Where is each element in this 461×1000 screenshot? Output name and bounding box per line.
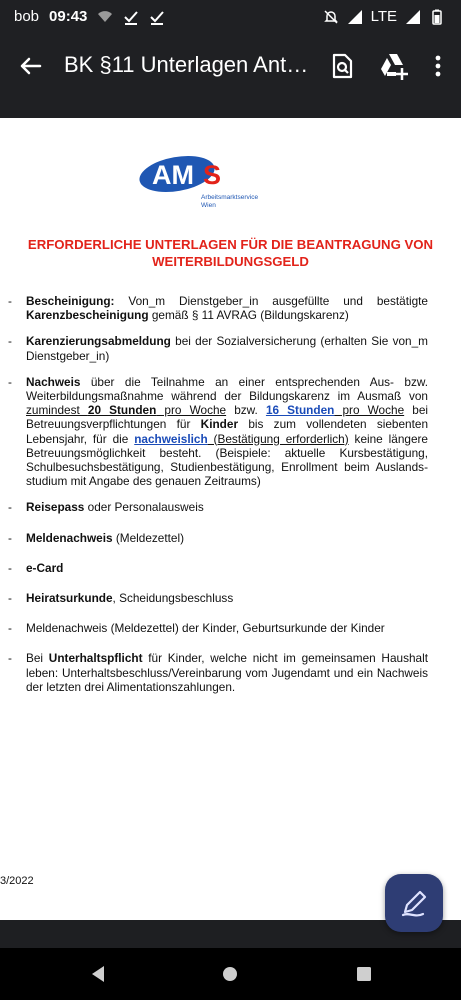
item-bold: Bescheinigung: <box>26 294 115 308</box>
item-underline: pro Woche <box>334 403 405 418</box>
list-item <box>8 651 428 694</box>
item-text: bis zum vollendeten siebenten Lebensjahr, für die <box>26 417 429 446</box>
check-download-icon <box>149 9 165 25</box>
item-bold: Reisepass <box>26 500 85 515</box>
logo-subtitle-1: Arbeitsmarktservice <box>201 194 259 201</box>
item-text: bei der Sozialversicherung (erhalten Sie von_m Dienstgeber_in) <box>26 334 428 363</box>
more-vert-icon[interactable] <box>426 50 450 82</box>
logo-am-text: AM <box>152 160 194 190</box>
wifi-off-icon <box>97 9 113 25</box>
edit-pen-icon <box>385 874 443 932</box>
footer-date-fragment: 3/2022 <box>0 875 34 887</box>
item-text: bei Betreuungsverpflichtungen für <box>26 403 428 432</box>
item-underline: zumindest <box>26 403 88 418</box>
item-underline: (Bestätigung erforderlich) <box>207 431 349 446</box>
item-text: über die Teilnahme an einer entsprechenden Aus- bzw. Weiterbildungsmaßnahme während der Bildungskarenz im Ausmaß von <box>26 374 428 404</box>
network-label: LTE <box>370 8 397 25</box>
edit-fab-button[interactable] <box>385 874 443 932</box>
sim-icon <box>405 9 421 25</box>
list-item <box>8 531 428 545</box>
item-text: , Scheidungsbeschluss <box>112 591 234 606</box>
proof-link[interactable]: nachweislich <box>134 431 208 446</box>
item-text: Von_m Dienstgeber_in ausgefüllte und bestätigte <box>114 294 428 308</box>
list-item <box>8 334 428 362</box>
heading-line: WEITERBILDUNGSGELD <box>152 254 309 269</box>
hours-link[interactable]: 16 Stunden <box>265 403 335 418</box>
item-bold: e-Card <box>26 560 64 575</box>
clock: 09:43 <box>49 8 88 25</box>
ams-logo <box>137 154 297 212</box>
item-text: Meldenachweis (Meldezettel) der Kinder, Geburtsurkunde der Kinder <box>26 621 385 636</box>
document-page[interactable] <box>0 118 461 920</box>
logo-subtitle-2: Wien <box>201 202 216 209</box>
app-bar <box>0 34 461 118</box>
item-bold: Heiratsurkunde <box>26 591 113 606</box>
item-underline: pro Woche <box>156 403 227 418</box>
item-bold: Kinder <box>200 417 239 432</box>
logo-s-text: S <box>203 160 222 190</box>
list-item <box>8 500 428 514</box>
heading-line: ERFORDERLICHE UNTERLAGEN FÜR DIE BEANTRAGUNG VON <box>27 237 434 252</box>
status-bar <box>0 0 461 34</box>
check-download-icon <box>123 9 139 25</box>
nav-home-icon[interactable] <box>218 962 242 986</box>
drive-add-icon[interactable] <box>378 50 410 82</box>
list-item <box>8 621 428 635</box>
item-bold: Karenzbescheinigung <box>26 308 149 323</box>
item-underline-bold: 20 Stunden <box>87 403 157 418</box>
mute-icon <box>323 9 339 25</box>
item-text: gemäß § 11 AVRAG (Bildungskarenz) <box>148 308 349 323</box>
item-bold: Karenzierungsabmeldung <box>26 334 171 349</box>
carrier-label: bob <box>14 8 40 25</box>
nav-recents-icon[interactable] <box>352 962 376 986</box>
item-bold: Meldenachweis <box>26 530 113 545</box>
item-bold: Nachweis <box>26 374 81 389</box>
signal-icon <box>347 9 363 25</box>
document-heading <box>0 236 461 270</box>
back-arrow-icon[interactable] <box>14 50 46 82</box>
battery-icon <box>429 9 445 25</box>
item-text: keine längere Betreuungsmöglichkeit besteht. (Beispiele: aktuelle Kursbestätigung, Schulbesuchsbestätigung, Studienbestätigung, Enrollment beim Auslands-studium mit Angabe des genauen Zeitraums) <box>26 431 428 489</box>
requirements-list <box>8 294 428 706</box>
list-item <box>8 375 428 489</box>
list-item <box>8 591 428 605</box>
nav-back-icon[interactable] <box>86 962 110 986</box>
item-bold: Unterhaltspflicht <box>48 651 143 666</box>
item-text: für Kinder, welche nicht im gemeinsamen Haushalt leben: Unterhaltsbeschluss/Vereinbarung vom Jugendamt und ein Nachweis der letzten drei Alimentationszahlungen. <box>26 651 428 694</box>
item-text: Bei <box>26 651 49 666</box>
system-nav-bar <box>0 948 461 1000</box>
doc-search-icon[interactable] <box>326 50 358 82</box>
list-item <box>8 294 428 322</box>
item-text: bzw. <box>226 403 266 418</box>
item-text: (Meldezettel) <box>112 530 185 545</box>
list-item <box>8 561 428 575</box>
document-title: BK §11 Unterlagen Ant… <box>64 52 309 77</box>
item-text: oder Personalausweis <box>84 500 204 515</box>
